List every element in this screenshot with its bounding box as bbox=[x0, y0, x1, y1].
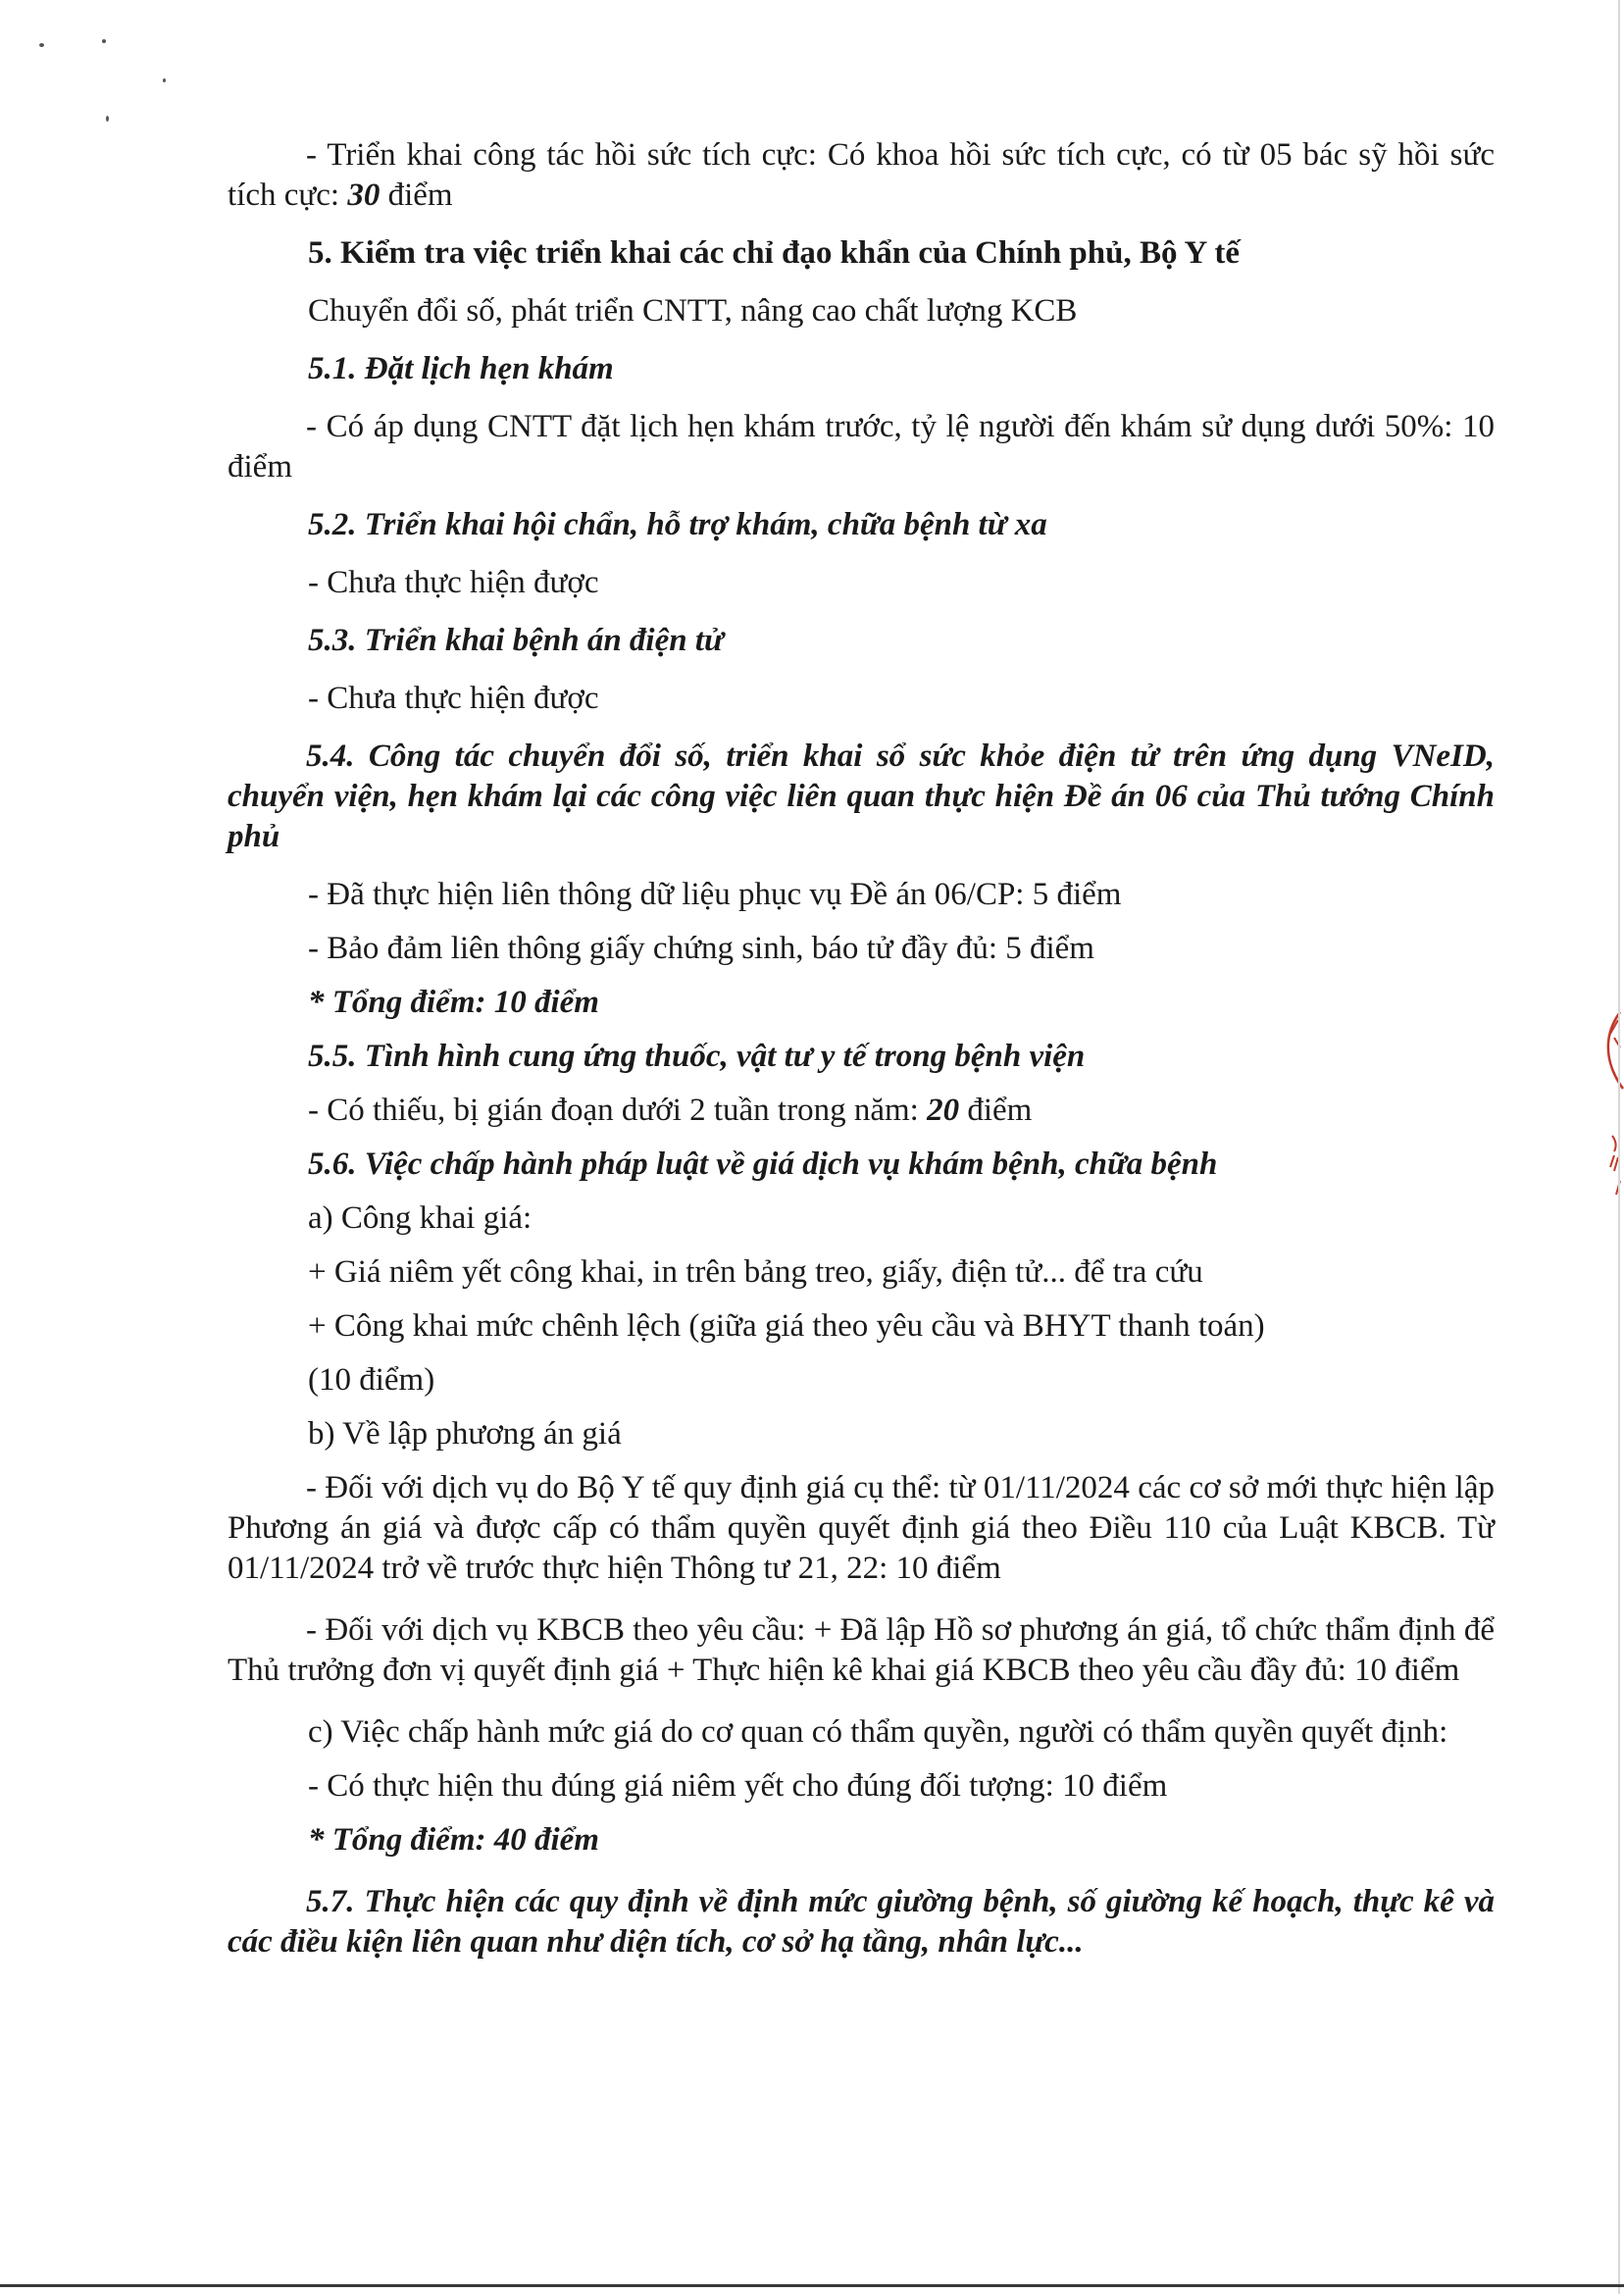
item-a-2: + Công khai mức chênh lệch (giữa giá theo yêu cầu và BHYT thanh toán) bbox=[308, 1308, 1265, 1344]
heading-5-7: 5.7. Thực hiện các quy định về định mức giường bệnh, số giường kế hoạch, thực kê và các điều kiện liên quan như diện tích, cơ sở hạ tầng, nhân lực... bbox=[228, 1884, 1495, 1960]
paragraph-icu bbox=[228, 135, 1495, 216]
text-run-emphasis: 20 bbox=[927, 1093, 960, 1128]
heading-5-6: 5.6. Việc chấp hành pháp luật về giá dịch vụ khám bệnh, chữa bệnh bbox=[308, 1147, 1218, 1182]
scan-speck bbox=[106, 116, 109, 122]
paragraph-5-5 bbox=[228, 1091, 1495, 1131]
heading-5-2: 5.2. Triển khai hội chẩn, hỗ trợ khám, chữa bệnh từ xa bbox=[308, 507, 1047, 542]
scan-speck bbox=[102, 39, 106, 43]
item-a: a) Công khai giá: bbox=[308, 1200, 533, 1236]
page-edge bbox=[1618, 0, 1620, 2294]
heading-5-1: 5.1. Đặt lịch hẹn khám bbox=[308, 351, 614, 386]
scan-bottom-border bbox=[0, 2284, 1624, 2287]
section-subtitle: Chuyển đổi số, phát triển CNTT, nâng cao chất lượng KCB bbox=[308, 293, 1078, 329]
item-c: c) Việc chấp hành mức giá do cơ quan có thẩm quyền, người có thẩm quyền quyết định: bbox=[308, 1714, 1448, 1750]
paragraph-5-3: - Chưa thực hiện được bbox=[308, 681, 599, 716]
scan-speck bbox=[39, 43, 44, 47]
text-run: điểm bbox=[959, 1093, 1033, 1128]
heading-5-3: 5.3. Triển khai bệnh án điện tử bbox=[308, 623, 724, 658]
paragraph-5-1: - Có áp dụng CNTT đặt lịch hẹn khám trước, tỷ lệ người đến khám sử dụng dưới 50%: 10 điểm bbox=[228, 409, 1495, 484]
paragraph-5-2: - Chưa thực hiện được bbox=[308, 565, 599, 600]
text-run-emphasis: 30 bbox=[347, 178, 381, 213]
scan-speck bbox=[163, 78, 166, 82]
item-b-2: - Đối với dịch vụ KBCB theo yêu cầu: + Đã lập Hồ sơ phương án giá, tổ chức thẩm định để Thủ trưởng đơn vị quyết định giá + Thực hiện kê khai giá KBCB theo yêu cầu đầy đủ: 10 điểm bbox=[228, 1612, 1495, 1688]
heading-5-5: 5.5. Tình hình cung ứng thuốc, vật tư y tế trong bệnh viện bbox=[308, 1039, 1086, 1074]
total-score-5-6: * Tổng điểm: 40 điểm bbox=[308, 1822, 599, 1858]
item-c-1: - Có thực hiện thu đúng giá niêm yết cho đúng đối tượng: 10 điểm bbox=[308, 1768, 1168, 1804]
text-run: - Triển khai công tác hồi sức tích cực: Có khoa hồi sức tích cực, có từ 05 bác sỹ hồi sức tích cực: bbox=[228, 137, 1495, 213]
item-b-1: - Đối với dịch vụ do Bộ Y tế quy định giá cụ thể: từ 01/11/2024 các cơ sở mới thực hiện lập Phương án giá và được cấp có thẩm quyền quyết định giá theo Điều 110 của Luật KBCB. Từ 01/11/2024 trở về trước thực hiện Thông tư 21, 22: 10 điểm bbox=[228, 1470, 1495, 1586]
item-b: b) Về lập phương án giá bbox=[308, 1416, 622, 1452]
item-a-score: (10 điểm) bbox=[308, 1362, 435, 1398]
section-heading-5: 5. Kiểm tra việc triển khai các chỉ đạo khẩn của Chính phủ, Bộ Y tế bbox=[308, 235, 1241, 271]
document-body bbox=[228, 135, 1495, 1963]
heading-5-4: 5.4. Công tác chuyển đổi số, triển khai sổ sức khỏe điện tử trên ứng dụng VNeID, chuyển viện, hẹn khám lại các công việc liên quan thực hiện Đề án 06 của Thủ tướng Chính phủ bbox=[228, 739, 1495, 854]
text-run: - Có thiếu, bị gián đoạn dưới 2 tuần trong năm: bbox=[308, 1093, 928, 1128]
item-a-1: + Giá niêm yết công khai, in trên bảng treo, giấy, điện tử... để tra cứu bbox=[308, 1254, 1203, 1290]
paragraph-5-4-b: - Bảo đảm liên thông giấy chứng sinh, báo tử đầy đủ: 5 điểm bbox=[308, 931, 1094, 966]
paragraph-5-4-a: - Đã thực hiện liên thông dữ liệu phục vụ Đề án 06/CP: 5 điểm bbox=[308, 877, 1122, 912]
text-run: điểm bbox=[380, 178, 453, 213]
total-score-5-4: * Tổng điểm: 10 điểm bbox=[308, 985, 599, 1020]
